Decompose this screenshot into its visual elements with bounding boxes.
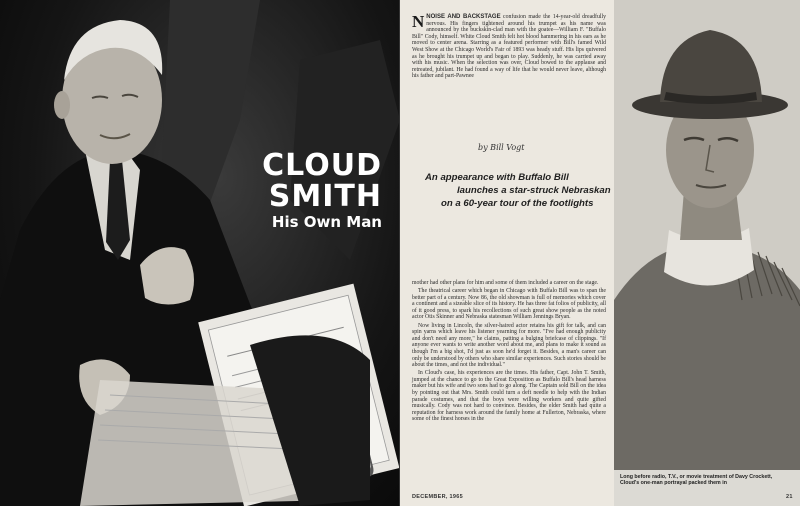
body-paragraph-2: The theatrical career which began in Chicago with Buffalo Bill was to span the better part of a century. Now 86, the old showman is full of memories which cover a continent and a sizeable slice of its history. He has three fat folios of publicity, all of it good press, to spark his recollections of such great show people as the noted actor Otis Skinner and Nebraska statesman William Jennings Bryan. — [412, 288, 606, 321]
intro-column — [412, 14, 606, 81]
title-line-1: CLOUD — [262, 148, 382, 183]
body-paragraph-4: In Cloud's case, his experiences are the times. His father, Capt. John T. Smith, jumped at the chance to go to the Great Exposition as Buffalo Bill's head harness maker but his wife and two sons had to go along. The Captain sold Bill on the idea by pointing out that Mrs. Smith could turn a deft needle to help with the Indian parade costumes, and that the boys were willing workers and quite gifted musically. Cody was not hard to convince. Besides, the elder Smith had quite a reputation for harness work around the family home at Fullerton, Nebraska, where some of the finest horses in the — [412, 370, 606, 423]
body-paragraph-1: mother had other plans for him and some of them included a career on the stage. — [412, 280, 599, 286]
deck-line-3: on a 60-year tour of the footlights — [441, 198, 594, 209]
lead-caps: NOISE AND BACKSTAGE — [426, 14, 501, 20]
article-deck — [425, 171, 625, 210]
issue-date: DECEMBER, 1965 — [412, 494, 463, 500]
right-page-photo — [614, 0, 800, 506]
intro-text: confusion made the 14-year-old dreadfully nervous. His fingers tightened around his trumpet as his name was announced by the buckskin-clad man with the goatee—William F. "Buffalo Bill" Cody, himself. White Cloud Smith felt hot blood hammering in his ears as he moved to center arena. Starring as a featured performer with Bill's famed Wild West Show at the Chicago World's Fair of 1893 was heady stuff. His lips quivered as he brought his trumpet up and began to play. Suddenly, he was carried away with his music. When the selection was over, Cloud bowed to the applause and retreated, jubilant. He had found a way of life that he would never leave, although his father and part-Pawnee — [412, 14, 606, 80]
deck-line-2: launches a star-struck Nebraskan — [457, 185, 611, 196]
body-column — [412, 280, 606, 424]
article-title — [222, 150, 382, 232]
intro-paragraph — [412, 14, 606, 80]
photo-caption: Long before radio, T.V., or movie treatment of Davy Crockett, Cloud's one-man portrayal packed them in — [620, 474, 773, 487]
byline: by Bill Vogt — [478, 143, 525, 152]
title-subtitle: His Own Man — [271, 213, 382, 231]
title-line-2: SMITH — [268, 179, 382, 214]
drop-cap: N — [412, 12, 425, 31]
costume-portrait-photo — [614, 0, 800, 470]
deck-line-1: An appearance with Buffalo Bill — [425, 172, 569, 183]
page-number: 21 — [786, 494, 793, 500]
body-paragraph-3: Now living in Lincoln, the silver-haired actor retains his gift for talk, and can spin yarns which leave his listener yearning for more. "I've had enough publicity and don't need any more," he claims, patting a bulging briefcase of clippings. "If anyone ever wants to write another word about me, and plans to make it sound as though I'm a big shot, I'd just as soon he'd forget it. Besides, a man's career can only be understood by others who share similar experiences. Such stories should be about the times, and not the individual." — [412, 322, 606, 369]
article-text-page — [400, 0, 614, 506]
